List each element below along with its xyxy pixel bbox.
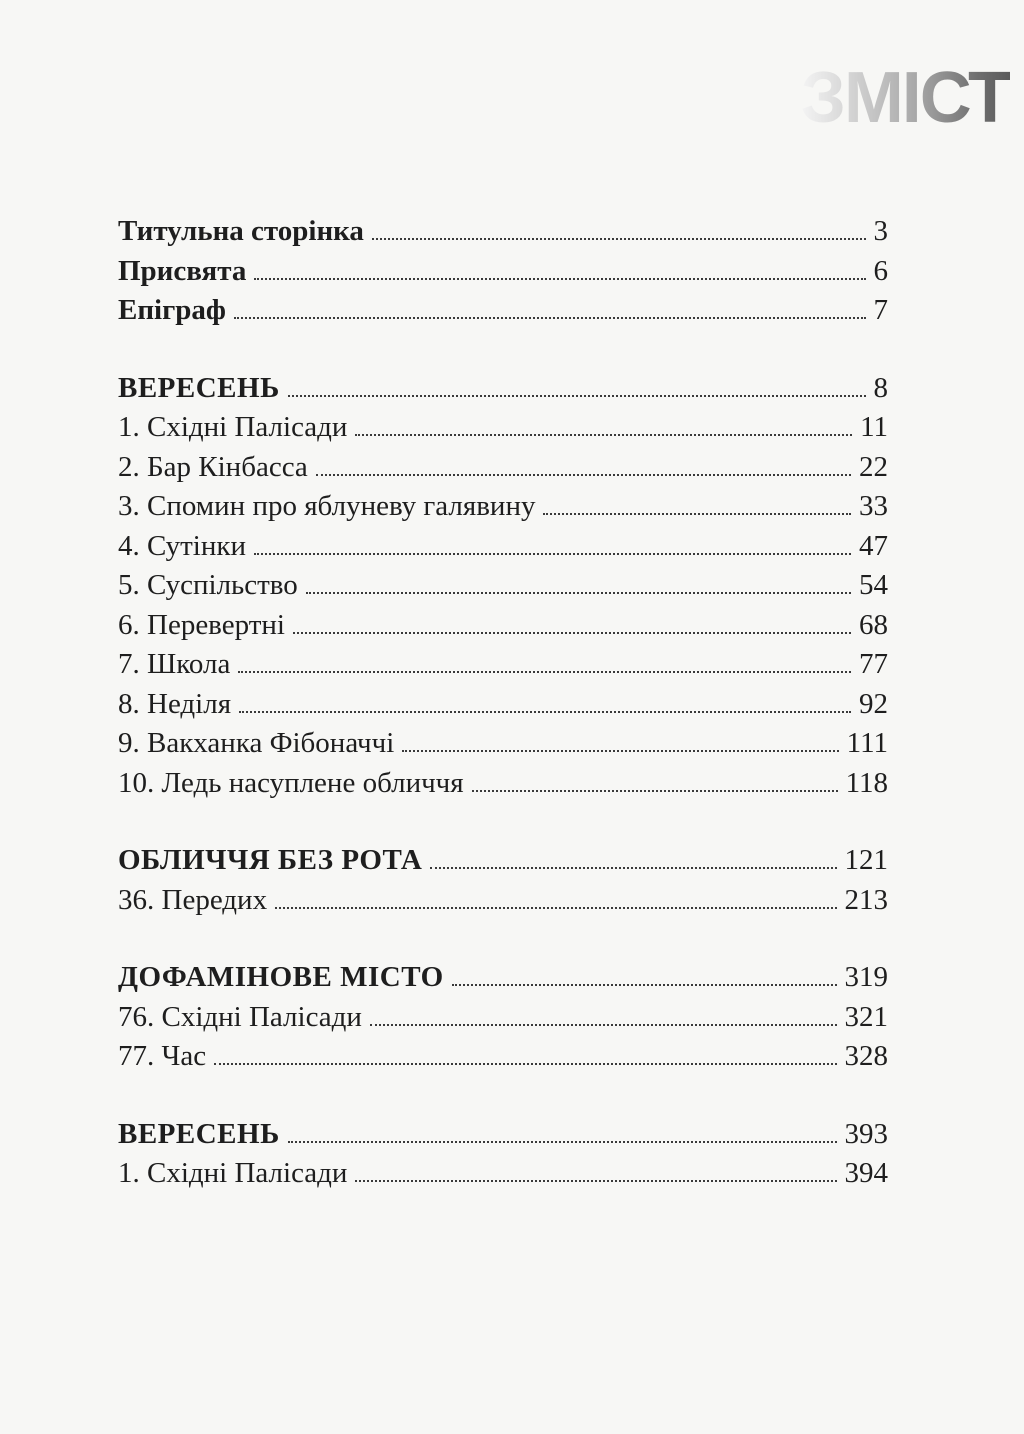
toc-page-number: 213 — [844, 883, 888, 916]
toc-entry[interactable] — [118, 566, 888, 606]
toc-page-number: 11 — [860, 411, 888, 443]
toc-page-number: 92 — [859, 687, 888, 720]
dot-leader — [355, 1180, 836, 1182]
toc-entry[interactable] — [118, 527, 888, 567]
toc-entry-title: 1. Східні Палісади — [118, 1157, 348, 1189]
toc-entry[interactable] — [118, 291, 888, 331]
toc-section — [118, 212, 888, 331]
toc-entry[interactable] — [118, 881, 888, 921]
toc-section — [118, 369, 888, 804]
toc-page-number: 47 — [859, 529, 888, 562]
toc-entry-title: 9. Вакханка Фібоначчі — [118, 727, 395, 759]
dot-leader — [254, 278, 865, 280]
dot-leader — [288, 395, 866, 397]
toc-entry[interactable] — [118, 212, 888, 252]
toc-page-number: 68 — [859, 608, 888, 641]
toc-section — [118, 958, 888, 1077]
toc-entry[interactable] — [118, 1154, 888, 1194]
toc-page-number: 7 — [873, 294, 888, 326]
toc-page-number: 22 — [859, 450, 888, 483]
toc-entry-title: 2. Бар Кінбасса — [118, 450, 308, 483]
toc-entry[interactable] — [118, 724, 888, 764]
table-of-contents — [118, 212, 888, 1232]
toc-entry-title: ВЕРЕСЕНЬ — [118, 371, 280, 404]
toc-entry-title: Епіграф — [118, 294, 226, 326]
toc-entry-title: ДОФАМІНОВЕ МІСТО — [118, 961, 444, 993]
dot-leader — [288, 1141, 837, 1143]
toc-entry[interactable] — [118, 645, 888, 685]
toc-page-number: 77 — [859, 648, 888, 680]
toc-part-heading[interactable] — [118, 369, 888, 409]
toc-page-number: 394 — [844, 1157, 888, 1189]
dot-leader — [234, 317, 866, 319]
toc-entry[interactable] — [118, 998, 888, 1038]
toc-entry[interactable] — [118, 408, 888, 448]
dot-leader — [452, 984, 837, 986]
toc-entry-title: 3. Спомин про яблуневу галявину — [118, 490, 536, 522]
toc-entry-title: 5. Суспільство — [118, 569, 298, 601]
toc-entry-title: 77. Час — [118, 1040, 207, 1072]
dot-leader — [293, 632, 851, 634]
dot-leader — [316, 474, 851, 476]
dot-leader — [238, 671, 851, 673]
toc-page-number: 8 — [873, 371, 888, 404]
dot-leader — [402, 750, 838, 752]
dot-leader — [239, 711, 851, 713]
toc-part-heading[interactable] — [118, 958, 888, 998]
toc-entry[interactable] — [118, 685, 888, 725]
toc-entry-title: Титульна сторінка — [118, 215, 364, 247]
toc-page-number: 321 — [844, 1000, 888, 1033]
dot-leader — [370, 1024, 837, 1026]
toc-page-number: 3 — [873, 215, 888, 247]
dot-leader — [306, 592, 851, 594]
toc-page-number: 6 — [873, 254, 888, 287]
toc-entry[interactable] — [118, 606, 888, 646]
toc-page-number: 118 — [845, 766, 888, 799]
dot-leader — [214, 1063, 836, 1065]
toc-entry-title: 1. Східні Палісади — [118, 411, 348, 443]
toc-entry-title: ВЕРЕСЕНЬ — [118, 1117, 280, 1150]
toc-page-number: 121 — [844, 844, 888, 876]
toc-page-number: 33 — [859, 490, 888, 522]
dot-leader — [275, 907, 836, 909]
toc-entry-title: Присвята — [118, 254, 247, 287]
dot-leader — [543, 513, 851, 515]
toc-entry-title: 10. Ледь насуплене обличчя — [118, 766, 464, 799]
toc-entry-title: 6. Перевертні — [118, 608, 285, 641]
toc-entry[interactable] — [118, 487, 888, 527]
dot-leader — [372, 238, 866, 240]
toc-entry-title: 36. Передих — [118, 883, 268, 916]
toc-entry-title: 4. Сутінки — [118, 529, 246, 562]
toc-section — [118, 841, 888, 920]
toc-page-number: 54 — [859, 569, 888, 601]
toc-entry-title: ОБЛИЧЧЯ БЕЗ РОТА — [118, 844, 423, 876]
dot-leader — [430, 867, 836, 869]
toc-part-heading[interactable] — [118, 841, 888, 881]
toc-entry[interactable] — [118, 252, 888, 292]
dot-leader — [254, 553, 851, 555]
toc-entry[interactable] — [118, 1037, 888, 1077]
toc-page-number: 319 — [844, 961, 888, 993]
toc-page-number: 393 — [844, 1117, 888, 1150]
toc-page-number: 111 — [846, 727, 888, 759]
toc-entry-title: 7. Школа — [118, 648, 231, 680]
dot-leader — [355, 434, 852, 436]
toc-entry[interactable] — [118, 448, 888, 488]
toc-entry-title: 76. Східні Палісади — [118, 1000, 362, 1033]
page-title: ЗМІСТ — [800, 58, 1010, 138]
dot-leader — [472, 790, 838, 792]
toc-entry-title: 8. Неділя — [118, 687, 232, 720]
toc-part-heading[interactable] — [118, 1115, 888, 1155]
toc-page-number: 328 — [844, 1040, 888, 1072]
toc-entry[interactable] — [118, 764, 888, 804]
toc-section — [118, 1115, 888, 1194]
